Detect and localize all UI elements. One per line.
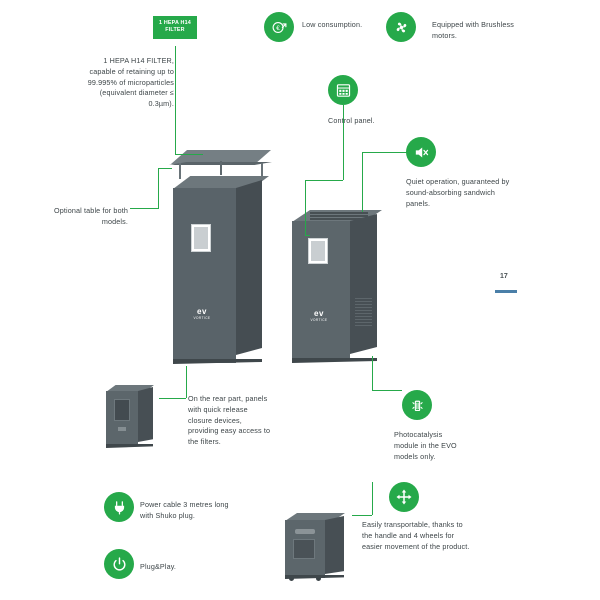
rear-unit-latch[interactable]: [118, 427, 126, 431]
leader-control-panel-horizontal: [305, 180, 343, 181]
small-unit-control-panel[interactable]: [308, 238, 328, 264]
transport-unit-side-face: [325, 516, 344, 574]
power-on-icon: [104, 549, 134, 579]
control-panel-icon: [328, 75, 358, 105]
rear-unit-base: [106, 444, 153, 448]
transport-unit-hatch[interactable]: [293, 539, 315, 559]
large-unit-base: [173, 359, 262, 364]
page-number: 17: [500, 273, 508, 280]
leader-table-vertical: [158, 168, 159, 209]
control-panel-screen: [311, 241, 325, 261]
large-unit-table-leg-back: [220, 161, 222, 175]
leader-control-panel-drop: [305, 180, 306, 235]
rear-panel-view-unit: [104, 385, 159, 450]
control-panel-screen: [194, 227, 208, 249]
leader-control-panel-tip: [305, 235, 310, 236]
callout-quiet-operation: Quiet operation, guaranteed by sound-absorbing sandwich panels.: [406, 177, 510, 208]
small-air-purifier-unit: [288, 210, 388, 380]
transport-unit-base: [285, 575, 344, 579]
callout-brushless-motors: Equipped with Brushless motors.: [432, 20, 515, 40]
callout-rear-panels: On the rear part, panels with quick release closure devices, providing easy access to the filters.: [188, 394, 271, 447]
large-unit-control-panel[interactable]: [191, 224, 211, 252]
plug-icon: [104, 492, 134, 522]
small-unit-base: [292, 358, 377, 363]
leader-table-top: [158, 168, 172, 169]
small-unit-side-face: [350, 214, 377, 354]
callout-optional-table: Optional table for both models.: [53, 206, 128, 226]
callout-transportable: Easily transportable, thanks to the handle and 4 wheels for easier movement of the product.: [362, 520, 470, 551]
callout-hepa-filter: 1 HEPA H14 FILTER, capable of retaining up to 99.995% of microparticles (equivalent diameter ≤ 0.3µm).: [87, 56, 174, 109]
large-unit-brand-logo: ev VORTICE: [193, 307, 211, 320]
transport-view-unit: [283, 513, 353, 583]
large-unit-front-face: [173, 188, 236, 363]
leader-transport-vertical: [372, 482, 373, 515]
hepa-chip-line1: 1 HEPA H14: [159, 20, 191, 26]
callout-power-cable: Power cable 3 metres long with Shuko plug.: [140, 500, 229, 520]
leader-photocatalysis-vertical: [372, 356, 373, 390]
small-unit-brand-logo: ev VORTICE: [310, 309, 328, 322]
leader-table-horizontal: [130, 208, 158, 209]
fan-motor-icon: [386, 12, 416, 42]
leader-rear-horizontal: [159, 398, 186, 399]
callout-plug-and-play: Plug&Play.: [140, 562, 177, 571]
hepa-filter-chip: [153, 16, 197, 39]
mute-speaker-icon: [406, 137, 436, 167]
page-number-bar: [495, 290, 517, 293]
hepa-chip-line2: FILTER: [165, 27, 185, 34]
transport-unit-handle[interactable]: [295, 529, 315, 534]
four-arrows-move-icon: [389, 482, 419, 512]
callout-photocatalysis: Photocatalysis module in the EVO models only.: [394, 430, 457, 461]
uv-lamp-icon: [402, 390, 432, 420]
leader-transport-horizontal: [352, 515, 372, 516]
leader-quiet-vertical: [362, 152, 363, 212]
rear-unit-side-face: [138, 387, 153, 442]
leader-rear-vertical: [186, 366, 187, 398]
leader-quiet-horizontal: [362, 152, 407, 153]
svg-text:€: €: [275, 24, 280, 32]
large-unit-table-leg-left: [179, 163, 181, 179]
large-air-purifier-unit: [165, 150, 275, 365]
small-unit-side-vents: [355, 298, 372, 328]
leader-hepa-horizontal: [175, 154, 203, 155]
callout-control-panel: Control panel.: [328, 116, 375, 125]
leader-photocatalysis-horizontal: [372, 390, 402, 391]
low-consumption-icon: [264, 12, 294, 42]
rear-unit-access-hatch[interactable]: [114, 399, 130, 421]
callout-low-consumption: Low consumption.: [302, 20, 363, 29]
large-unit-side-face: [236, 180, 262, 355]
leader-hepa-vertical: [175, 46, 176, 154]
